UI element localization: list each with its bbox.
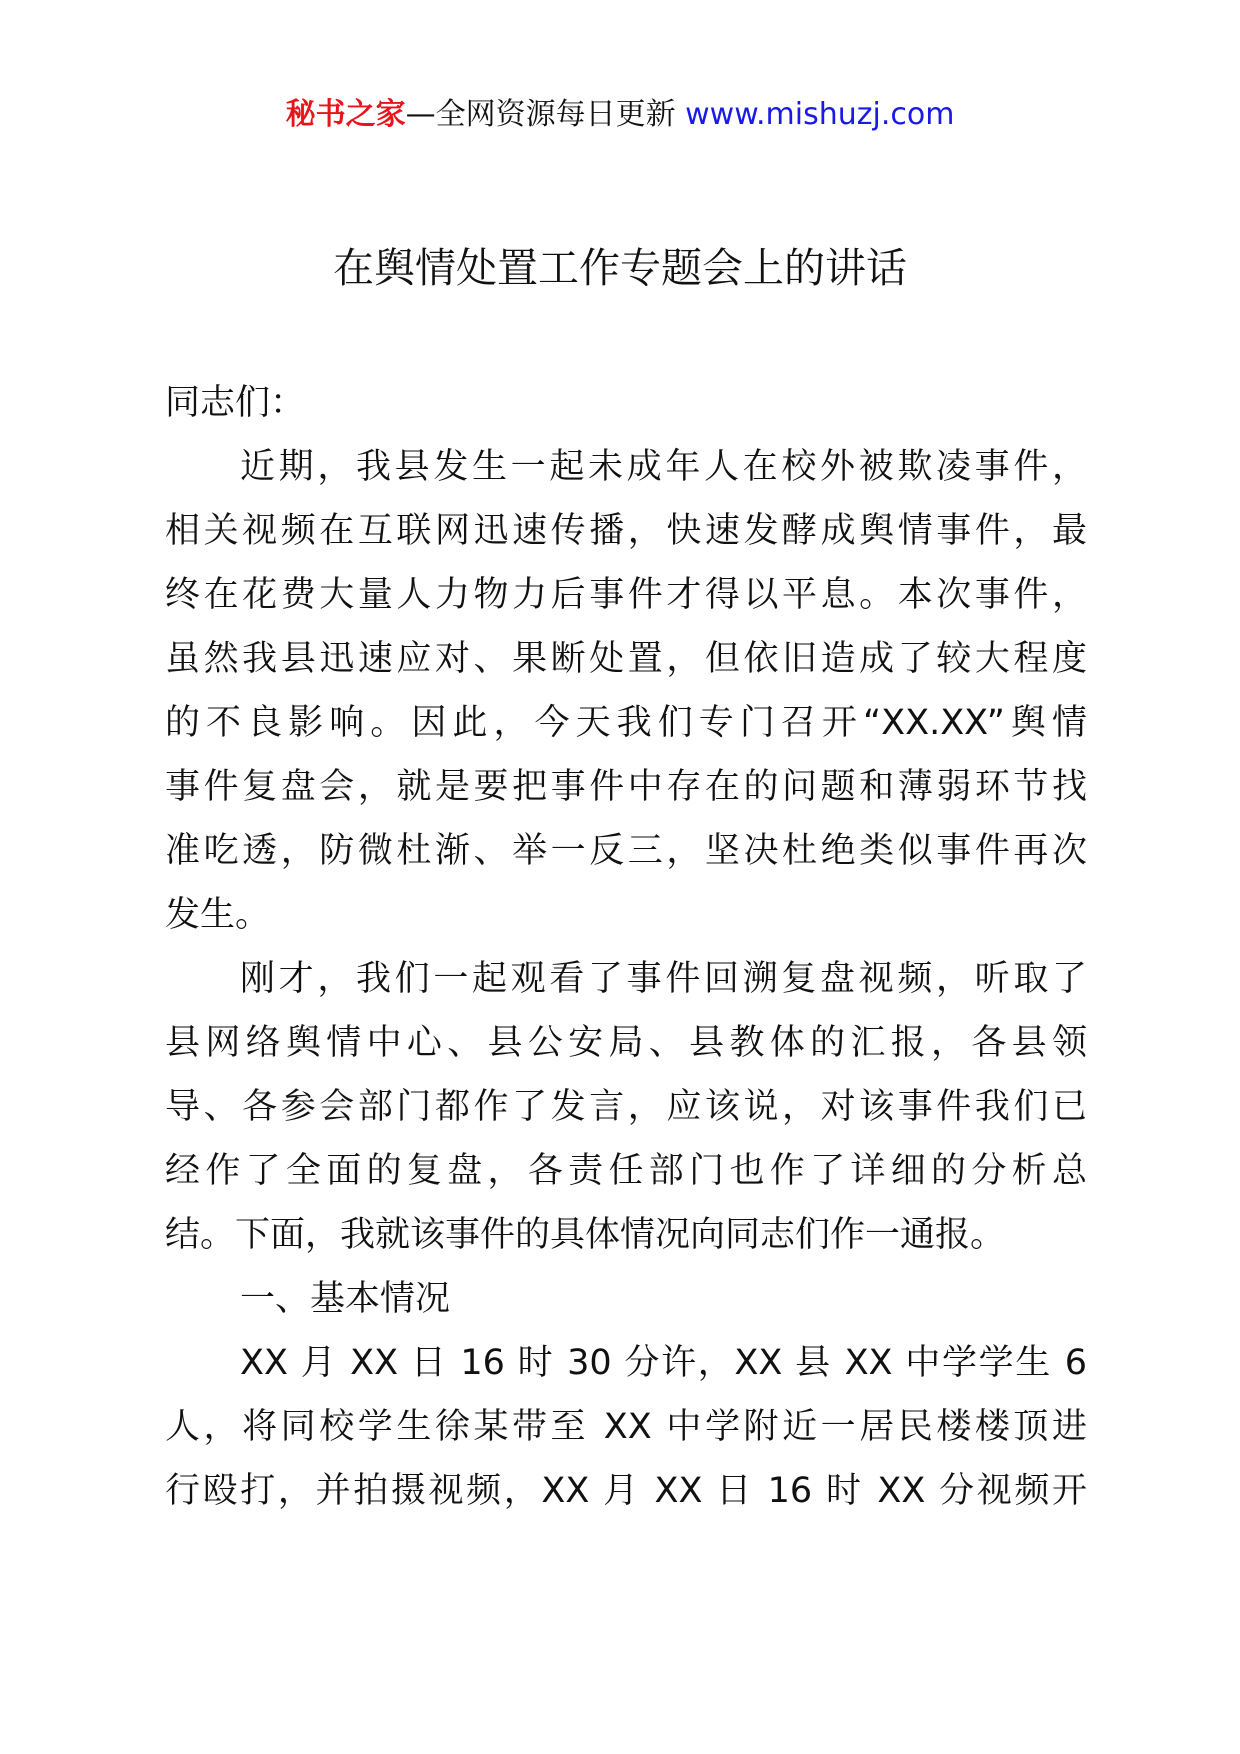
body-line: 经作了全面的复盘，各责任部门也作了详细的分析总 — [165, 1151, 1087, 1191]
body-line: XX 月 XX 日 16 时 30 分许，XX 县 XX 中学学生 6 — [240, 1343, 1087, 1383]
site-url-link[interactable]: www.mishuzj.com — [685, 97, 955, 132]
body-line: 结。下面，我就该事件的具体情况向同志们作一通报。 — [165, 1215, 1006, 1255]
site-header — [0, 95, 1240, 135]
body-line: 相关视频在互联网迅速传播，快速发酵成舆情事件，最 — [165, 511, 1087, 551]
body-line: 导、各参会部门都作了发言，应该说，对该事件我们已 — [165, 1087, 1087, 1127]
body-line: 准吃透，防微杜渐、举一反三，坚决杜绝类似事件再次 — [165, 831, 1087, 871]
body-line: 一、基本情况 — [240, 1279, 451, 1319]
body-line: 人，将同校学生徐某带至 XX 中学附近一居民楼楼顶进 — [165, 1407, 1087, 1447]
body-line: 发生。 — [165, 895, 271, 935]
salutation: 同志们： — [165, 383, 306, 423]
body-line: 事件复盘会，就是要把事件中存在的问题和薄弱环节找 — [165, 767, 1087, 807]
body-line: 虽然我县迅速应对、果断处置，但依旧造成了较大程度 — [165, 639, 1087, 679]
document-title: 在舆情处置工作专题会上的讲话 — [333, 244, 907, 292]
body-line: 县网络舆情中心、县公安局、县教体的汇报，各县领 — [165, 1023, 1087, 1063]
body-line: 刚才，我们一起观看了事件回溯复盘视频，听取了 — [240, 959, 1087, 999]
body-line: 的不良影响。因此，今天我们专门召开“XX.XX”舆情 — [165, 703, 1087, 743]
body-line: 行殴打，并拍摄视频，XX 月 XX 日 16 时 XX 分视频开 — [165, 1471, 1087, 1511]
document-body — [165, 371, 1087, 1523]
body-line: 终在花费大量人力物力后事件才得以平息。本次事件， — [165, 575, 1087, 615]
site-brand: 秘书之家 — [285, 97, 406, 132]
body-line: 近期，我县发生一起未成年人在校外被欺凌事件， — [240, 447, 1087, 487]
site-tagline: —全网资源每日更新 — [405, 97, 676, 132]
